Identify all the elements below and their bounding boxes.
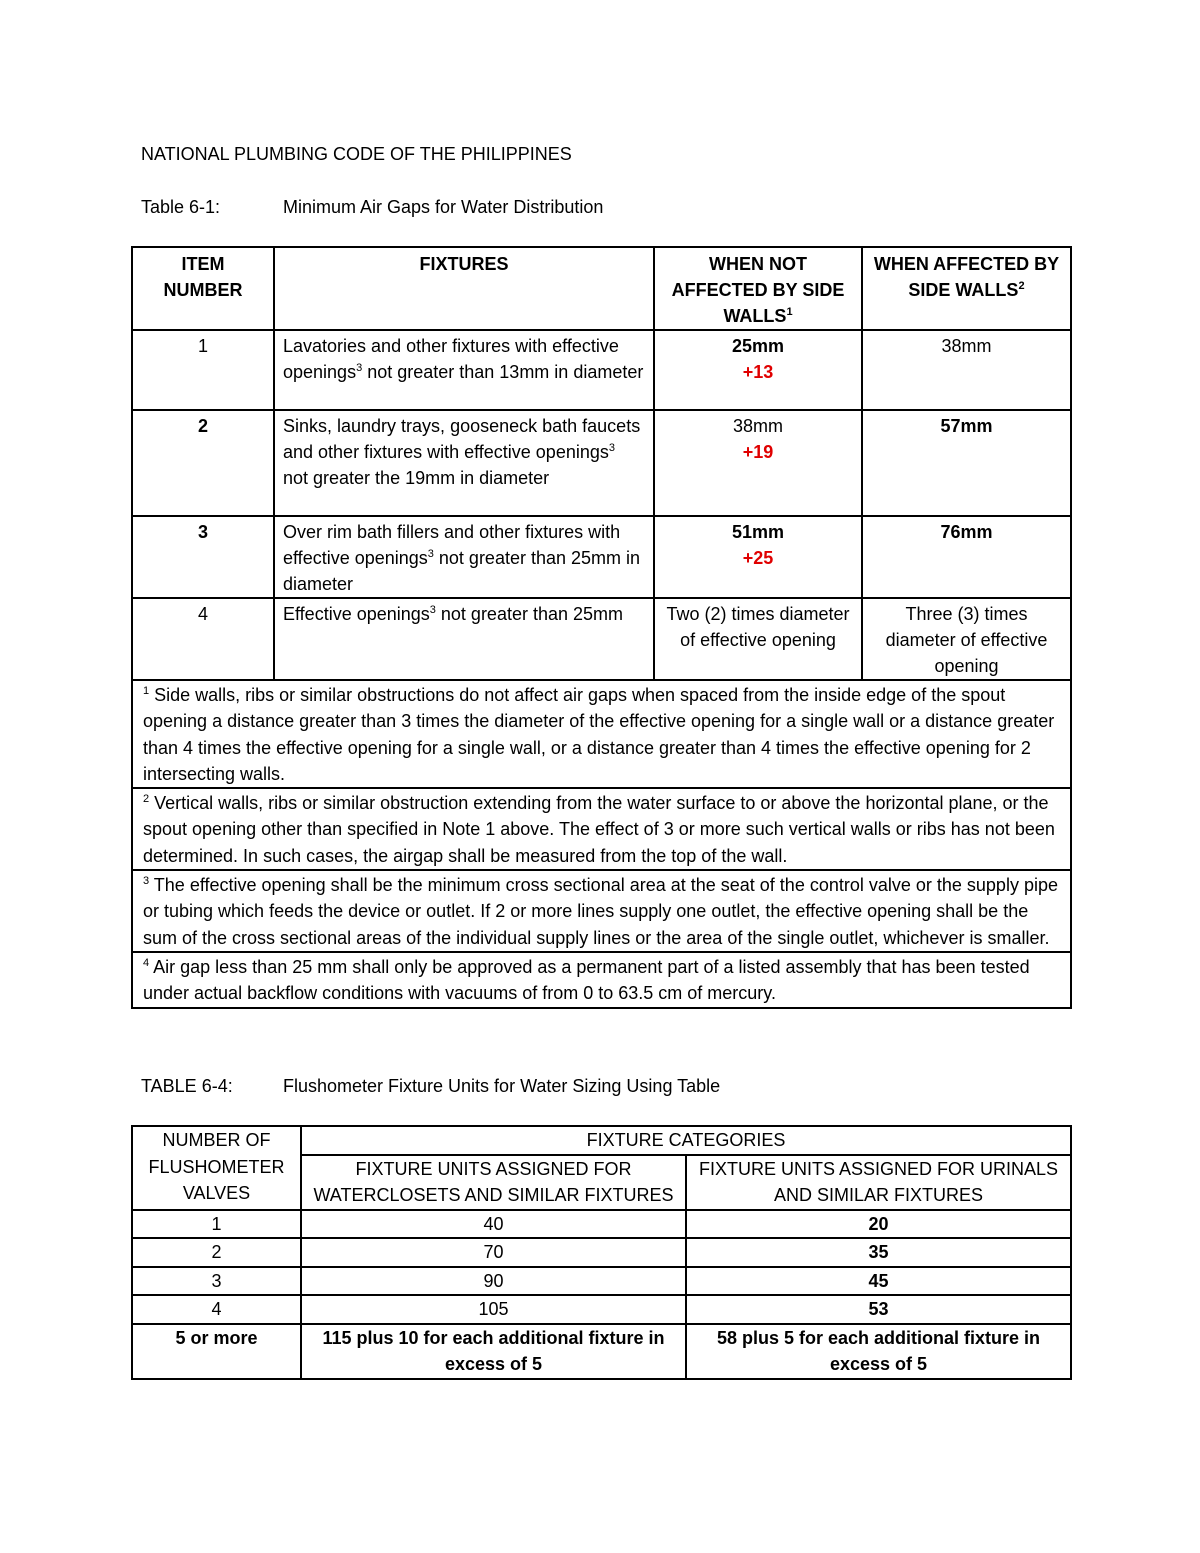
header-urinals: FIXTURE UNITS ASSIGNED FOR URINALS AND SIMILAR FIXTURES [686, 1155, 1071, 1210]
wc-units: 40 [301, 1210, 686, 1239]
footnote-1: $^1$ Side walls, ribs or similar obstructions do not affect air gaps when spaced from the inside edge of the spout opening a distance greater than 3 times the diameter of the effective opening for a single wall or a distance greater than 4 times the effective opening for a single wall, or a distance greater than 4 times the effective opening for 2 intersecting walls. [132, 680, 1071, 788]
table-row [132, 1295, 1071, 1324]
fixture-description: Over rim bath fillers and other fixtures with effective openings$^3$ not greater than 25mm in diameter [274, 516, 654, 598]
valves-count: 3 [132, 1267, 301, 1296]
table2-caption-title: Flushometer Fixture Units for Water Sizing Using Table [283, 1076, 721, 1096]
table-row [132, 1267, 1071, 1296]
table-row [132, 1210, 1071, 1239]
header-item-number: ITEM NUMBER [132, 247, 274, 330]
value-not-affected: 38mm +19 [654, 410, 862, 516]
header-fixtures: FIXTURES [274, 247, 654, 330]
footnote-row [132, 680, 1071, 788]
valves-count: 2 [132, 1238, 301, 1267]
valves-count: 5 or more [132, 1324, 301, 1379]
value-not-affected: 25mm +13 [654, 330, 862, 410]
item-number: 2 [132, 410, 274, 516]
value-affected: 76mm [862, 516, 1071, 598]
footnote-row [132, 788, 1071, 870]
table-row [132, 410, 1071, 516]
fixture-description: Sinks, laundry trays, gooseneck bath faucets and other fixtures with effective openings$^3$ not greater the 19mm in diameter [274, 410, 654, 516]
header-affected: WHEN AFFECTED BY SIDE WALLS$^2$ [862, 247, 1071, 330]
header-categories: FIXTURE CATEGORIES [301, 1126, 1071, 1155]
header-not-affected: WHEN NOT AFFECTED BY SIDE WALLS$^1$ [654, 247, 862, 330]
table2-caption-label: TABLE 6-4: [141, 1076, 233, 1096]
value-affected: 38mm [862, 330, 1071, 410]
table-row [132, 516, 1071, 598]
header-valves: NUMBER OF FLUSHOMETER VALVES [132, 1126, 301, 1210]
value-not-affected: 51mm +25 [654, 516, 862, 598]
wc-units: 105 [301, 1295, 686, 1324]
valves-count: 4 [132, 1295, 301, 1324]
table-row [132, 598, 1071, 680]
value-affected: 57mm [862, 410, 1071, 516]
urinal-units: 20 [686, 1210, 1071, 1239]
item-number: 1 [132, 330, 274, 410]
table2-caption [141, 1076, 720, 1097]
wc-units: 90 [301, 1267, 686, 1296]
urinal-units: 35 [686, 1238, 1071, 1267]
delta-value: +19 [742, 442, 774, 462]
urinal-units: 45 [686, 1267, 1071, 1296]
table-row [132, 1238, 1071, 1267]
item-number: 4 [132, 598, 274, 680]
footnote-row [132, 952, 1071, 1008]
footnote-2: $^2$ Vertical walls, ribs or similar obstruction extending from the water surface to or above the horizontal plane, or the spout opening other than specified in Note 1 above. The effect of 3 or more such vertical walls or ribs has not been determined. In such cases, the airgap shall be measured from the top of the wall. [132, 788, 1071, 870]
wc-units: 115 plus 10 for each additional fixture in excess of 5 [301, 1324, 686, 1379]
footnote-3: $^3$ The effective opening shall be the minimum cross sectional area at the seat of the control valve or the supply pipe or tubing which feeds the device or outlet. If 2 or more lines supply one outlet, the effective opening shall be the sum of the cross sectional areas of the individual supply lines or the area of the single outlet, whichever is smaller. [132, 870, 1071, 952]
urinal-units: 53 [686, 1295, 1071, 1324]
footnote-4: $^4$ Air gap less than 25 mm shall only be approved as a permanent part of a listed assembly that has been tested under actual backflow conditions with vacuums of from 0 to 63.5 cm of mercury. [132, 952, 1071, 1008]
table-row [132, 1324, 1071, 1379]
table-row [132, 330, 1071, 410]
page-title: NATIONAL PLUMBING CODE OF THE PHILIPPINES [141, 144, 572, 164]
footnote-row [132, 870, 1071, 952]
table-header-row [132, 247, 1071, 330]
value-not-affected: Two (2) times diameter of effective opening [654, 598, 862, 680]
fixture-description: Effective openings$^3$ not greater than 25mm [274, 598, 654, 680]
delta-value: +13 [742, 362, 774, 382]
header-waterclosets: FIXTURE UNITS ASSIGNED FOR WATERCLOSETS AND SIMILAR FIXTURES [301, 1155, 686, 1210]
valves-count: 1 [132, 1210, 301, 1239]
wc-units: 70 [301, 1238, 686, 1267]
item-number: 3 [132, 516, 274, 598]
air-gap-table [131, 246, 1072, 1009]
table-header-row [132, 1126, 1071, 1155]
table1-caption-label: Table 6-1: [141, 197, 221, 217]
value-affected: Three (3) times diameter of effective opening [862, 598, 1071, 680]
flushometer-table [131, 1125, 1072, 1380]
delta-value: +25 [742, 548, 774, 568]
table1-caption-title: Minimum Air Gaps for Water Distribution [283, 197, 604, 217]
fixture-description: Lavatories and other fixtures with effective openings$^3$ not greater than 13mm in diameter [274, 330, 654, 410]
table1-caption [141, 197, 603, 218]
urinal-units: 58 plus 5 for each additional fixture in excess of 5 [686, 1324, 1071, 1379]
